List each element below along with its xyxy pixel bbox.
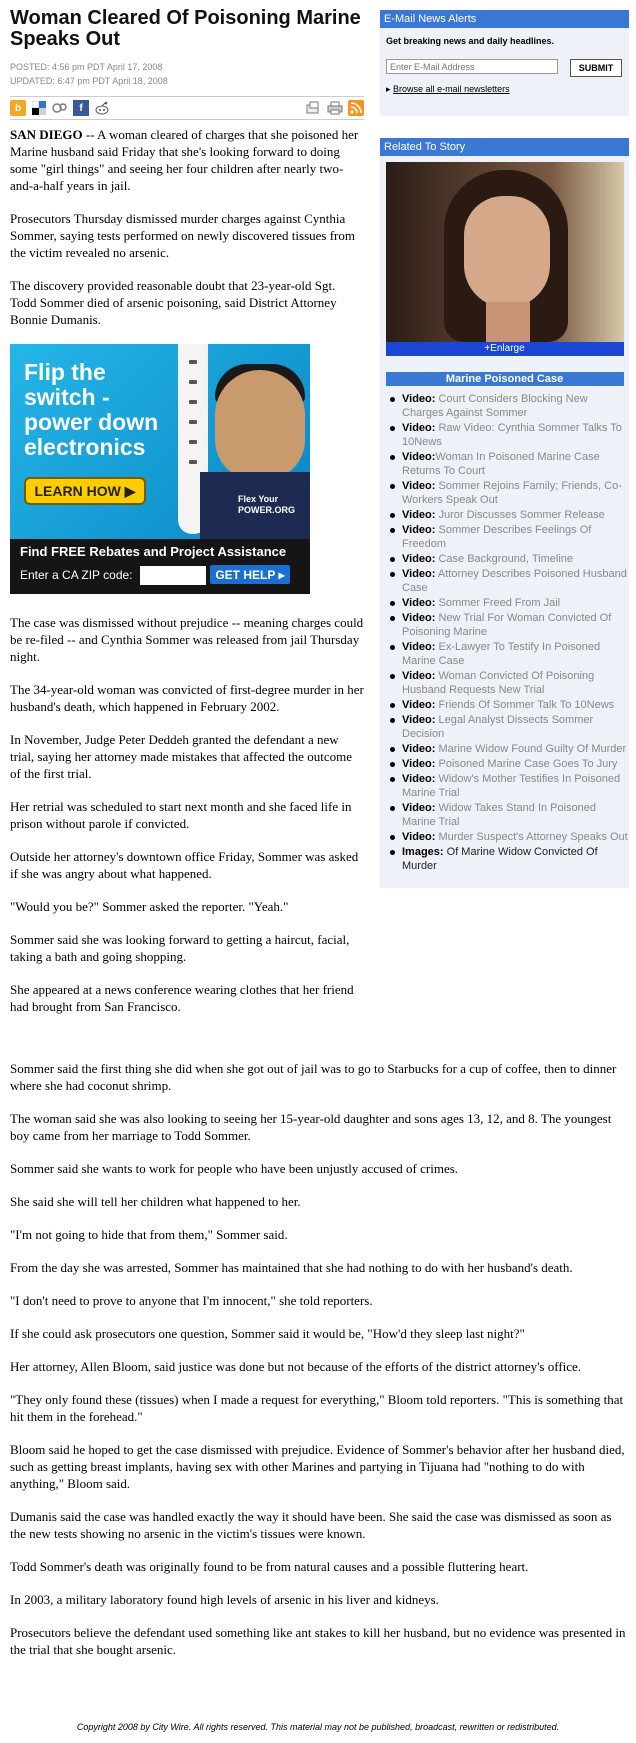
ad-rebate-text: Find FREE Rebates and Project Assistance	[20, 544, 287, 559]
learn-how-button[interactable]: LEARN HOW ▶	[24, 477, 146, 505]
story-photo[interactable]	[386, 162, 624, 342]
paragraph: Her attorney, Allen Bloom, said justice was done but not because of the efforts of the district attorney's office.	[10, 1359, 582, 1374]
headline: Woman Cleared Of Poisoning Marine Speaks Out	[10, 7, 361, 50]
list-item[interactable]: Video: Case Background, Timeline	[388, 552, 629, 566]
ad-headline: Flip the switch - power down electronics	[24, 359, 159, 460]
paragraph: She said she will tell her children what happened to her.	[10, 1194, 301, 1209]
paragraph: Dumanis said the case was handled exactly the way it should have been. She said the case was dismissed as soon as the new tests showing no arsenic in the victim's tissues were known.	[10, 1509, 612, 1541]
list-item[interactable]: Video: Sommer Describes Feelings Of Freedom	[388, 523, 629, 551]
related-story-box	[380, 138, 629, 888]
copyright-notice: Copyright 2008 by City Wire. All rights reserved. This material may not be published, broadcast, rewritten or redistributed.	[76, 1722, 560, 1732]
browse-newsletters-link[interactable]	[386, 84, 510, 95]
list-item[interactable]: Video: Murder Suspect's Attorney Speaks Out	[388, 830, 629, 844]
paragraph: The case was dismissed without prejudice -- meaning charges could be re-filed -- and Cynthia Sommer was released from jail Thursday night.	[10, 615, 364, 664]
email-alerts-box	[380, 10, 629, 116]
article-continued	[10, 1060, 628, 1674]
paragraph: If she could ask prosecutors one question, Sommer said it would be, "How'd they sleep last night?"	[10, 1326, 525, 1341]
paragraph: Sommer said the first thing she did when she got out of jail was to go to Starbucks for a cup of coffee, then to dinner where she had coconut shrimp.	[10, 1061, 617, 1093]
list-item[interactable]: Video: Attorney Describes Poisoned Husband Case	[388, 567, 629, 595]
list-item[interactable]: Video: New Trial For Woman Convicted Of Poisoning Marine	[388, 611, 629, 639]
print-icon[interactable]	[327, 100, 343, 116]
sidebar	[380, 10, 629, 888]
paragraph: "I'm not going to hide that from them," Sommer said.	[10, 1227, 288, 1242]
learn-how-label: LEARN HOW	[34, 483, 121, 499]
browse-newsletters-label: Browse all e-mail newsletters	[393, 84, 510, 94]
list-item[interactable]: Video: Juror Discusses Sommer Release	[388, 508, 629, 522]
list-item[interactable]: Video: Poisoned Marine Case Goes To Jury	[388, 757, 629, 771]
rss-icon[interactable]	[348, 100, 364, 116]
paragraph: From the day she was arrested, Sommer has maintained that she had nothing to do with her husband's death.	[10, 1260, 573, 1275]
reddit-icon[interactable]	[94, 100, 110, 116]
ad-zip-label: Enter a CA ZIP code:	[20, 568, 133, 582]
list-item[interactable]: Video: Sommer Freed From Jail	[388, 596, 629, 610]
case-links	[380, 392, 629, 873]
paragraph: Prosecutors believe the defendant used something like ant stakes to kill her husband, but no evidence was presented in the trial that she bought arsenic.	[10, 1625, 626, 1657]
paragraph: "Would you be?" Sommer asked the reporter. "Yeah."	[10, 899, 289, 914]
paragraph: The woman said she was also looking to seeing her 15-year-old daughter and sons ages 13, 12, and 8. The youngest boy came from her marriage to Todd Sommer.	[10, 1111, 612, 1143]
paragraph: "I don't need to prove to anyone that I'm innocent," she told reporters.	[10, 1293, 373, 1308]
posted-date: POSTED: 4:56 pm PDT April 17, 2008	[10, 62, 163, 72]
ad-person-face	[215, 370, 305, 480]
list-item[interactable]: Images: Of Marine Widow Convicted Of Murder	[388, 845, 629, 873]
get-help-button[interactable]: GET HELP ▸	[210, 565, 290, 584]
arrow-right-icon: ▸	[386, 84, 391, 94]
email-alerts-title: E-Mail News Alerts	[380, 10, 629, 28]
list-item[interactable]: Video: Court Considers Blocking New Charges Against Sommer	[388, 392, 629, 420]
paragraph: Bloom said he hoped to get the case dismissed with prejudice. Evidence of Sommer's behavior after her husband died, such as getting breast implants, having sex with other Marines and partying in Tijuana had "nothing to do with anything," Bloom said.	[10, 1442, 625, 1491]
list-item[interactable]: Video: Widow Takes Stand In Poisoned Marine Trial	[388, 801, 629, 829]
updated-date: UPDATED: 6:47 pm PDT April 18, 2008	[10, 76, 168, 86]
ad-brand-logo: Flex Your POWER.ORG	[238, 494, 296, 515]
paragraph: Sommer said she wants to work for people who have been unjustly accused of crimes.	[10, 1161, 459, 1176]
utility-icons	[306, 100, 364, 116]
article-dates	[10, 60, 364, 88]
paragraph: The discovery provided reasonable doubt that 23-year-old Sgt. Todd Sommer died of arsenic poisoning, said District Attorney Bonnie Dumanis.	[10, 278, 337, 327]
submit-button[interactable]: SUBMIT	[570, 59, 622, 77]
list-item[interactable]: Video: Legal Analyst Dissects Sommer Decision	[388, 713, 629, 741]
share-toolbar	[10, 96, 364, 120]
paragraph: She appeared at a news conference wearing clothes that her friend had brought from San Francisco.	[10, 982, 354, 1014]
list-item[interactable]: Video: Marine Widow Found Guilty Of Murder	[388, 742, 629, 756]
email-input[interactable]	[386, 59, 558, 74]
list-item[interactable]: Video: Sommer Rejoins Family; Friends, Co-Workers Speak Out	[388, 479, 629, 507]
list-item[interactable]: Video: Woman Convicted Of Poisoning Husband Requests New Trial	[388, 669, 629, 697]
paragraph: Prosecutors Thursday dismissed murder charges against Cynthia Sommer, saying tests performed on newly discovered tissues from the victim revealed no arsenic.	[10, 211, 355, 260]
paragraph: Todd Sommer's death was originally found to be from natural causes and a possible fluttering heart.	[10, 1559, 529, 1574]
lead-text: -- A woman cleared of charges that she poisoned her Marine husband said Friday that she's looking forward to doing some "girl things" and seeing her four children after nearly two-and-a-half years in jail.	[10, 127, 359, 193]
case-title: Marine Poisoned Case	[386, 372, 624, 386]
enlarge-link[interactable]: +Enlarge	[386, 342, 624, 356]
paragraph: Her retrial was scheduled to start next month and she faced life in prison without parole if convicted.	[10, 799, 352, 831]
paragraph: In November, Judge Peter Deddeh granted the defendant a new trial, saying her attorney made mistakes that affected the outcome of the first trial.	[10, 732, 352, 781]
paragraph: Outside her attorney's downtown office Friday, Sommer was asked if she was angry about what happened.	[10, 849, 359, 881]
digg-icon[interactable]	[52, 100, 68, 116]
list-item[interactable]: Video: Raw Video: Cynthia Sommer Talks To 10News	[388, 421, 629, 449]
article-column	[10, 8, 364, 1031]
get-help-label: GET HELP	[215, 567, 276, 582]
delicious-icon[interactable]	[31, 100, 47, 116]
list-item[interactable]: Video: Friends Of Sommer Talk To 10News	[388, 698, 629, 712]
related-title: Related To Story	[380, 138, 629, 156]
email-alerts-body	[380, 28, 629, 116]
dateline: SAN DIEGO	[10, 127, 83, 142]
lead-paragraph	[10, 126, 364, 194]
paragraph: Sommer said she was looking forward to getting a haircut, facial, taking a bath and going shopping.	[10, 932, 350, 964]
paragraph: "They only found these (tissues) when I made a request for everything," Bloom told reporters. "This is something that hit them in the forehead."	[10, 1392, 624, 1424]
list-item[interactable]: Video: Ex-Lawyer To Testify In Poisoned Marine Case	[388, 640, 629, 668]
list-item[interactable]: Video:Woman In Poisoned Marine Case Returns To Court	[388, 450, 629, 478]
zip-code-input[interactable]	[140, 566, 206, 585]
advertisement[interactable]	[10, 344, 310, 594]
list-item[interactable]: Video: Widow's Mother Testifies In Poisoned Marine Trial	[388, 772, 629, 800]
paragraph: The 34-year-old woman was convicted of first-degree murder in her husband's death, which happened in February 2002.	[10, 682, 364, 714]
email-story-icon[interactable]	[306, 100, 322, 116]
share-icons	[10, 100, 110, 116]
alerts-tagline: Get breaking news and daily headlines.	[386, 36, 555, 46]
paragraph: In 2003, a military laboratory found high levels of arsenic in his liver and kidneys.	[10, 1592, 439, 1607]
facebook-icon[interactable]: f	[73, 100, 89, 116]
bookmark-b-icon[interactable]: b	[10, 100, 26, 116]
